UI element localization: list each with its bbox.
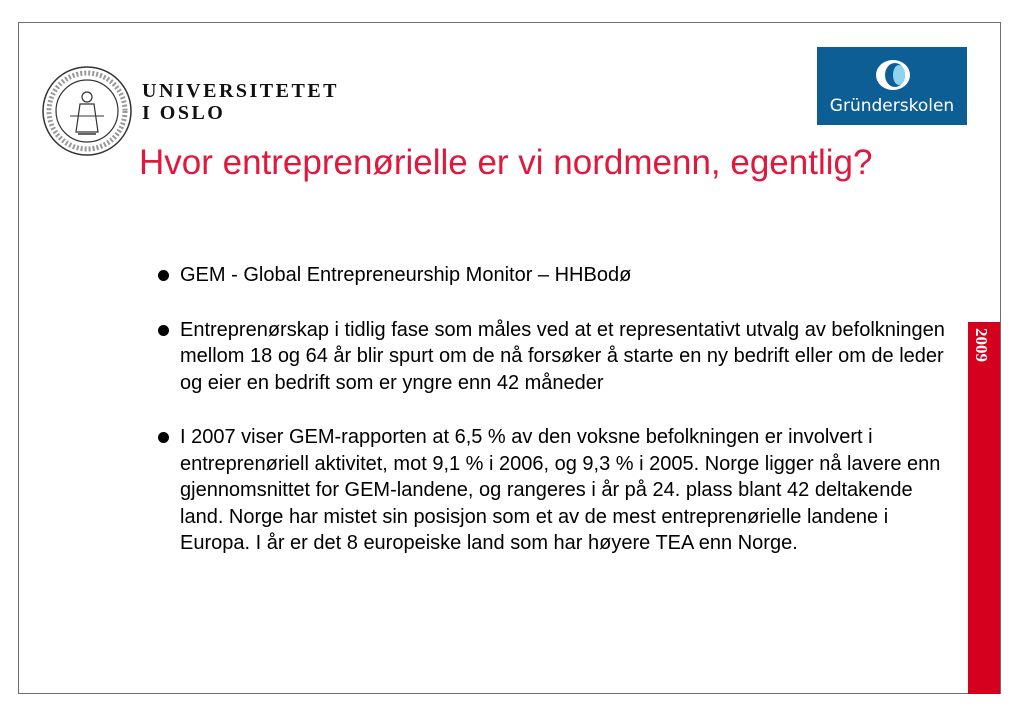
slide-title: Hvor entreprenørielle er vi nordmenn, egentlig? (139, 143, 873, 182)
bullet-item (158, 317, 958, 397)
bullet-text: I 2007 viser GEM-rapporten at 6,5 % av den voksne befolkningen er involvert i entreprenøriell aktivitet, mot 9,1 % i 2006, og 9,3 % i 2005. Norge ligger nå lavere enn gjennomsnittet for GEM-landene, og rangeres i år på 24. plass blant 42 deltakende land. Norge har mistet sin posisjon som et av de mest entreprenørielle landene i Europa. I år er det 8 europeiske land som har høyere TEA enn Norge. (180, 426, 941, 554)
bullet-dot-icon (158, 432, 169, 443)
year-label: 2009 (972, 328, 991, 362)
swirl-icon (872, 55, 914, 95)
bullet-item (158, 262, 958, 289)
university-name (142, 80, 339, 124)
university-name-line1: UNIVERSITETET (142, 80, 340, 102)
year-side-bar (968, 322, 1000, 694)
bullet-list (158, 262, 958, 585)
grunderskolen-logo (817, 47, 967, 125)
university-name-line2: I OSLO (142, 102, 226, 124)
bullet-text: Entreprenørskap i tidlig fase som måles ved at et representativt utvalg av befolkningen mellom 18 og 64 år blir spurt om de nå forsøker å starte en ny bedrift eller om de leder og eier en bedrift som er yngre enn 42 måneder (180, 318, 945, 394)
bullet-dot-icon (158, 325, 169, 336)
bullet-text: GEM - Global Entrepreneurship Monitor – HHBodø (180, 264, 632, 286)
bullet-dot-icon (158, 270, 169, 281)
university-seal-icon (40, 64, 134, 158)
logo-text: Gründerskolen (829, 96, 955, 116)
bullet-item (158, 424, 958, 557)
